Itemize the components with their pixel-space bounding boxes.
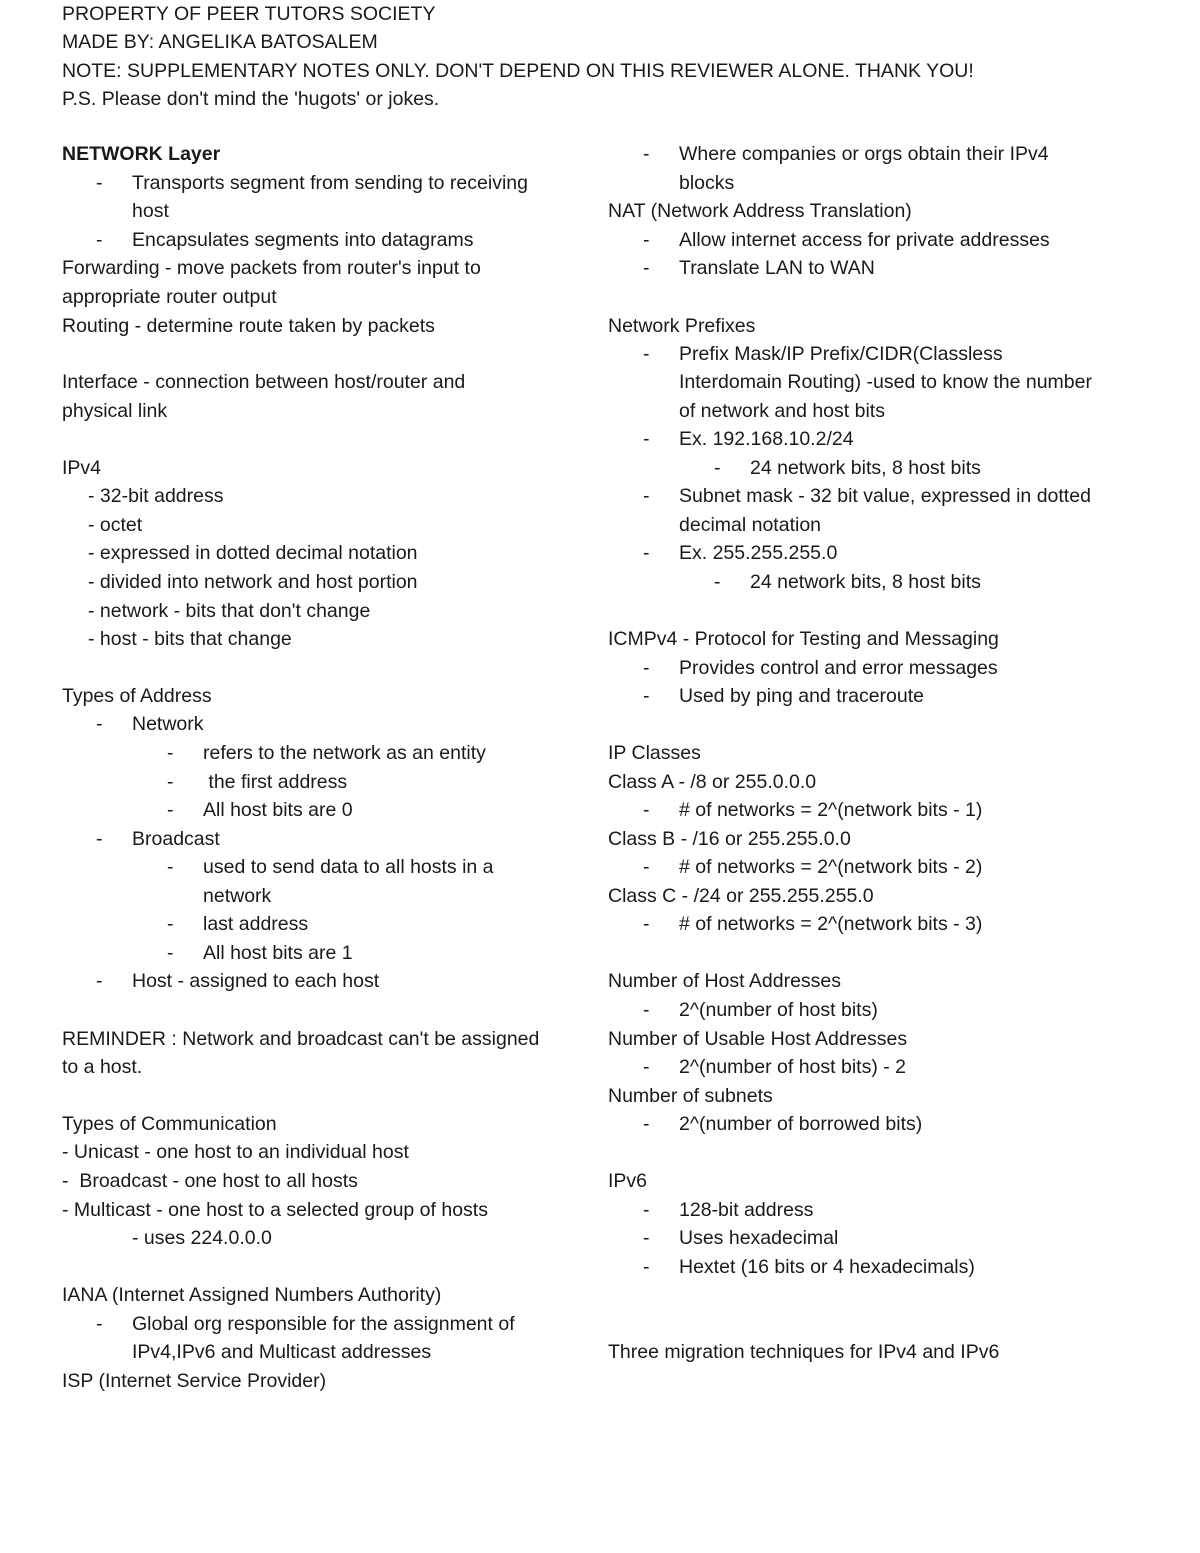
types-of-communication-heading: Types of Communication	[62, 1113, 277, 1135]
prefixes-heading: Network Prefixes	[608, 315, 756, 337]
icmp-heading: ICMPv4 - Protocol for Testing and Messaging	[608, 628, 999, 650]
icmp-item: Used by ping and traceroute	[679, 685, 924, 707]
forwarding-text: appropriate router output	[62, 286, 277, 308]
bullet-dash: -	[643, 1113, 650, 1135]
header-property: PROPERTY OF PEER TUTORS SOCIETY	[62, 3, 436, 25]
bullet-dash: -	[167, 942, 174, 964]
bullet-dash: -	[167, 799, 174, 821]
address-network-sub: the first address	[203, 771, 348, 793]
class-a-item: # of networks = 2^(network bits - 1)	[679, 799, 983, 821]
bullet-dash: -	[96, 229, 103, 251]
address-broadcast-sub: All host bits are 1	[203, 942, 353, 964]
address-broadcast-sub: used to send data to all hosts in a	[203, 856, 494, 878]
network-layer-heading: NETWORK Layer	[62, 143, 221, 165]
bullet-dash: -	[167, 856, 174, 878]
bullet-dash: -	[643, 542, 650, 564]
prefixes-sub-item: 24 network bits, 8 host bits	[750, 571, 981, 593]
reminder-text: to a host.	[62, 1056, 143, 1078]
bullet-dash: -	[167, 771, 174, 793]
prefixes-item: Ex. 255.255.255.0	[679, 542, 838, 564]
network-layer-item: Encapsulates segments into datagrams	[132, 229, 474, 251]
address-host: Host - assigned to each host	[132, 970, 380, 992]
bullet-dash: -	[96, 970, 103, 992]
communication-sub-item: - uses 224.0.0.0	[132, 1227, 272, 1249]
ipv6-item: 128-bit address	[679, 1199, 814, 1221]
address-network-sub: refers to the network as an entity	[203, 742, 486, 764]
class-c: Class C - /24 or 255.255.255.0	[608, 885, 874, 907]
class-b-item: # of networks = 2^(network bits - 2)	[679, 856, 983, 878]
reminder-text: REMINDER : Network and broadcast can't be assigned	[62, 1028, 540, 1050]
ipv6-item: Hextet (16 bits or 4 hexadecimals)	[679, 1256, 975, 1278]
header-made-by: MADE BY: ANGELIKA BATOSALEM	[62, 31, 378, 53]
bullet-dash: -	[96, 172, 103, 194]
iana-item: IPv4,IPv6 and Multicast addresses	[132, 1341, 432, 1363]
ipv6-heading: IPv6	[608, 1170, 648, 1192]
network-layer-item: Transports segment from sending to receiving	[132, 172, 528, 194]
bullet-dash: -	[96, 1313, 103, 1335]
bullet-dash: -	[167, 913, 174, 935]
prefixes-item: Subnet mask - 32 bit value, expressed in dotted	[679, 485, 1091, 507]
class-a: Class A - /8 or 255.0.0.0	[608, 771, 817, 793]
bullet-dash: -	[643, 343, 650, 365]
bullet-dash: -	[714, 571, 721, 593]
bullet-dash: -	[643, 999, 650, 1021]
subnets-heading: Number of subnets	[608, 1085, 773, 1107]
communication-item: - Broadcast - one host to all hosts	[62, 1170, 358, 1192]
header-ps: P.S. Please don't mind the 'hugots' or jokes.	[62, 88, 440, 110]
ipv4-item: - 32-bit address	[88, 485, 224, 507]
bullet-dash: -	[643, 913, 650, 935]
ipv4-item: - divided into network and host portion	[88, 571, 418, 593]
bullet-dash: -	[643, 1256, 650, 1278]
subnets-item: 2^(number of borrowed bits)	[679, 1113, 923, 1135]
routing-text: Routing - determine route taken by packets	[62, 315, 435, 337]
migration-heading: Three migration techniques for IPv4 and IPv6	[608, 1341, 1000, 1363]
bullet-dash: -	[643, 1056, 650, 1078]
isp-heading: ISP (Internet Service Provider)	[62, 1370, 327, 1392]
class-c-item: # of networks = 2^(network bits - 3)	[679, 913, 983, 935]
bullet-dash: -	[643, 1199, 650, 1221]
bullet-dash: -	[167, 742, 174, 764]
bullet-dash: -	[643, 485, 650, 507]
bullet-dash: -	[96, 828, 103, 850]
nat-item: Allow internet access for private addresses	[679, 229, 1050, 251]
prefixes-item: decimal notation	[679, 514, 822, 536]
ip-classes-heading: IP Classes	[608, 742, 701, 764]
bullet-dash: -	[714, 457, 721, 479]
ipv4-item: - host - bits that change	[88, 628, 292, 650]
bullet-dash: -	[643, 229, 650, 251]
isp-item: Where companies or orgs obtain their IPv4	[679, 143, 1049, 165]
prefixes-item: Ex. 192.168.10.2/24	[679, 428, 854, 450]
ipv4-item: - network - bits that don't change	[88, 600, 371, 622]
address-network-sub: All host bits are 0	[203, 799, 353, 821]
host-addresses-heading: Number of Host Addresses	[608, 970, 842, 992]
icmp-item: Provides control and error messages	[679, 657, 998, 679]
bullet-dash: -	[643, 1227, 650, 1249]
iana-heading: IANA (Internet Assigned Numbers Authority)	[62, 1284, 442, 1306]
nat-heading: NAT (Network Address Translation)	[608, 200, 912, 222]
communication-item: - Unicast - one host to an individual host	[62, 1141, 409, 1163]
bullet-dash: -	[96, 713, 103, 735]
ipv4-item: - expressed in dotted decimal notation	[88, 542, 418, 564]
communication-item: - Multicast - one host to a selected group of hosts	[62, 1199, 488, 1221]
address-network: Network	[132, 713, 204, 735]
usable-host-addresses-item: 2^(number of host bits) - 2	[679, 1056, 906, 1078]
ipv4-item: - octet	[88, 514, 143, 536]
bullet-dash: -	[643, 856, 650, 878]
bullet-dash: -	[643, 799, 650, 821]
class-b: Class B - /16 or 255.255.0.0	[608, 828, 851, 850]
bullet-dash: -	[643, 257, 650, 279]
bullet-dash: -	[643, 143, 650, 165]
isp-item: blocks	[679, 172, 735, 194]
address-broadcast-sub: last address	[203, 913, 309, 935]
address-broadcast: Broadcast	[132, 828, 220, 850]
header-note: NOTE: SUPPLEMENTARY NOTES ONLY. DON'T DEPEND ON THIS REVIEWER ALONE. THANK YOU!	[62, 60, 974, 82]
iana-item: Global org responsible for the assignment of	[132, 1313, 515, 1335]
bullet-dash: -	[643, 657, 650, 679]
prefixes-item: Interdomain Routing) -used to know the number	[679, 371, 1092, 393]
address-broadcast-sub: network	[203, 885, 272, 907]
interface-text: Interface - connection between host/router and	[62, 371, 466, 393]
prefixes-item: Prefix Mask/IP Prefix/CIDR(Classless	[679, 343, 1003, 365]
forwarding-text: Forwarding - move packets from router's input to	[62, 257, 481, 279]
usable-host-addresses-heading: Number of Usable Host Addresses	[608, 1028, 908, 1050]
bullet-dash: -	[643, 685, 650, 707]
ipv4-heading: IPv4	[62, 457, 102, 479]
prefixes-sub-item: 24 network bits, 8 host bits	[750, 457, 981, 479]
bullet-dash: -	[643, 428, 650, 450]
types-of-address-heading: Types of Address	[62, 685, 212, 707]
interface-text: physical link	[62, 400, 168, 422]
prefixes-item: of network and host bits	[679, 400, 885, 422]
network-layer-item: host	[132, 200, 169, 222]
nat-item: Translate LAN to WAN	[679, 257, 875, 279]
host-addresses-item: 2^(number of host bits)	[679, 999, 878, 1021]
ipv6-item: Uses hexadecimal	[679, 1227, 839, 1249]
